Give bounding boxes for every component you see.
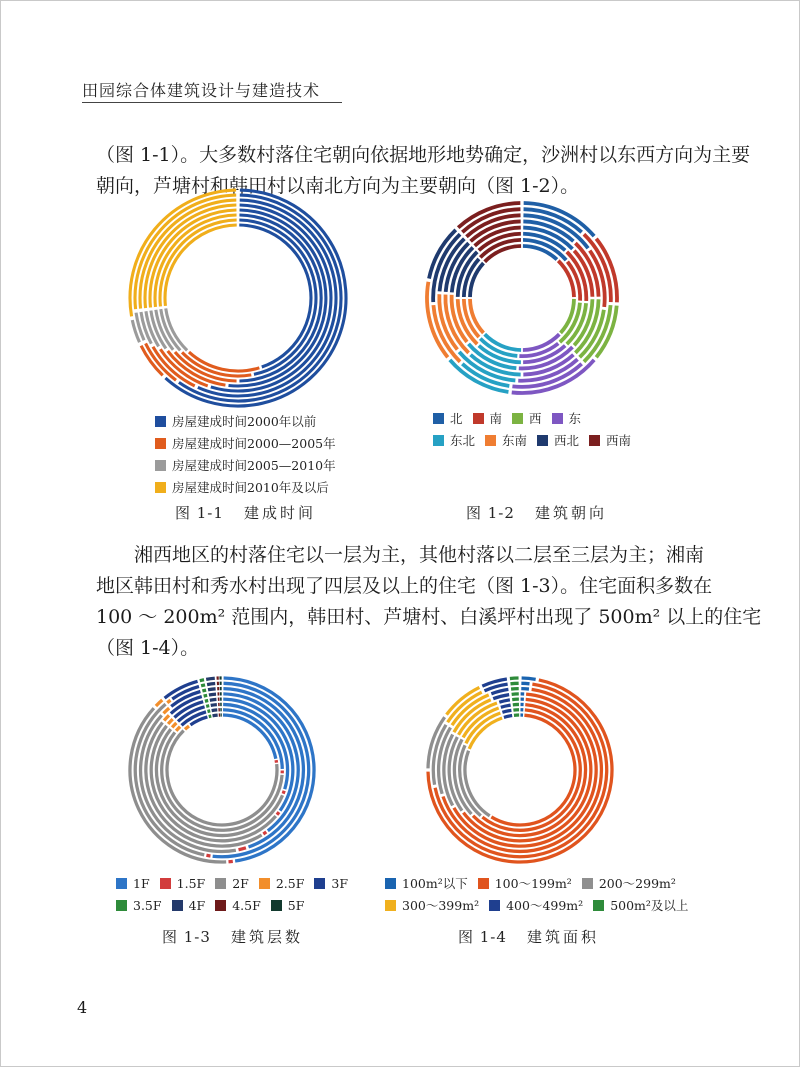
ring-segment-8-3 <box>465 751 490 816</box>
legend-label: 4.5F <box>232 897 261 913</box>
legend-label: 2.5F <box>275 875 305 891</box>
legend-item <box>582 874 676 892</box>
legend-label: 1F <box>133 875 150 891</box>
legend-fig1-4 <box>385 872 698 916</box>
legend-label: 300～399m² <box>402 898 480 913</box>
paragraph-1-line: 朝向，芦塘村和韩田村以南北方向为主要朝向（图 1-2）。 <box>96 175 580 197</box>
caption-number: 图 1-4 <box>458 928 507 946</box>
paragraph-2-line: 湘西地区的村落住宅以一层为主，其他村落以二层至三层为主；湘南 <box>134 544 705 566</box>
paragraph-2-line: 地区韩田村和秀水村出现了四层及以上的住宅（图 1-3）。住宅面积多数在 <box>96 575 713 597</box>
caption-number: 图 1-3 <box>162 928 211 946</box>
legend-label: 100～199m² <box>494 876 572 891</box>
legend-label: 西 <box>529 411 542 426</box>
legend-item <box>489 896 583 914</box>
legend-swatch <box>478 878 489 889</box>
legend-label: 东北 <box>450 433 476 448</box>
legend-label: 200～299m² <box>598 876 676 891</box>
legend-label: 房屋建成时间2010年及以后 <box>172 480 329 495</box>
legend-label: 3F <box>331 875 349 891</box>
ring-segment-4-5 <box>493 695 509 699</box>
legend-label: 西北 <box>554 433 580 448</box>
caption-number: 图 1-2 <box>466 504 515 522</box>
legend-label: 3.5F <box>133 897 162 913</box>
ring-segment-5-5 <box>499 700 510 702</box>
ring-segment-8-2 <box>491 715 575 825</box>
legend-label: 1.5F <box>176 875 206 891</box>
caption-title: 建筑层数 <box>230 928 303 946</box>
caption-title: 建筑朝向 <box>534 504 607 522</box>
legend-item <box>593 896 688 914</box>
legend-label: 100m²以下 <box>402 876 468 891</box>
page-number: 4 <box>77 998 88 1017</box>
legend-label: 北 <box>450 411 463 426</box>
legend-swatch <box>593 900 604 911</box>
paragraph-1-line: （图 1-1）。大多数村落住宅朝向依据地形地势确定，沙洲村以东西方向为主要 <box>96 144 751 166</box>
legend-row <box>385 894 698 916</box>
paragraph-2-line: （图 1-4）。 <box>96 637 200 659</box>
ring-segment-8-5 <box>504 716 512 718</box>
legend-label: 房屋建成时间2000—2005年 <box>172 436 336 451</box>
legend-swatch <box>385 900 396 911</box>
legend-item <box>385 874 468 892</box>
legend-item <box>385 896 479 914</box>
legend-label: 西南 <box>606 433 632 448</box>
legend-swatch <box>582 878 593 889</box>
caption-fig1-4 <box>458 926 599 947</box>
legend-row <box>385 872 698 894</box>
ring-segment-6-5 <box>501 705 511 707</box>
legend-label: 2F <box>232 875 249 891</box>
paragraph-2-line: 100 ～ 200m² 范围内，韩田村、芦塘村、白溪坪村出现了 500m² 以上的住宅 <box>96 606 762 628</box>
legend-label: 南 <box>489 411 503 426</box>
ring-segment-2-6 <box>510 683 518 684</box>
ring-segment-1-1 <box>522 678 536 679</box>
legend-swatch <box>385 878 396 889</box>
legend-item <box>478 874 572 892</box>
ring-segment-7-2 <box>482 710 580 830</box>
legend-label: 500m²及以上 <box>610 898 689 913</box>
caption-number: 图 1-1 <box>175 504 224 522</box>
caption-title: 建成时间 <box>243 504 316 522</box>
legend-label: 房屋建成时间2000年以前 <box>172 414 317 429</box>
legend-label: 5F <box>287 897 305 913</box>
caption-title: 建筑面积 <box>526 928 599 946</box>
legend-label: 东 <box>568 411 582 426</box>
legend-label: 4F <box>188 897 206 913</box>
running-head: 田园综合体建筑设计与建造技术 <box>82 81 321 100</box>
legend-label: 400～499m² <box>506 898 584 913</box>
ring-segment-3-5 <box>491 689 508 693</box>
legend-label: 房屋建成时间2005—2010年 <box>172 458 336 473</box>
legend-label: 东南 <box>502 433 528 448</box>
ring-segment-1-6 <box>510 678 519 679</box>
legend-swatch <box>489 900 500 911</box>
ring-segment-2-1 <box>521 683 529 684</box>
ring-segment-7-5 <box>502 710 511 712</box>
